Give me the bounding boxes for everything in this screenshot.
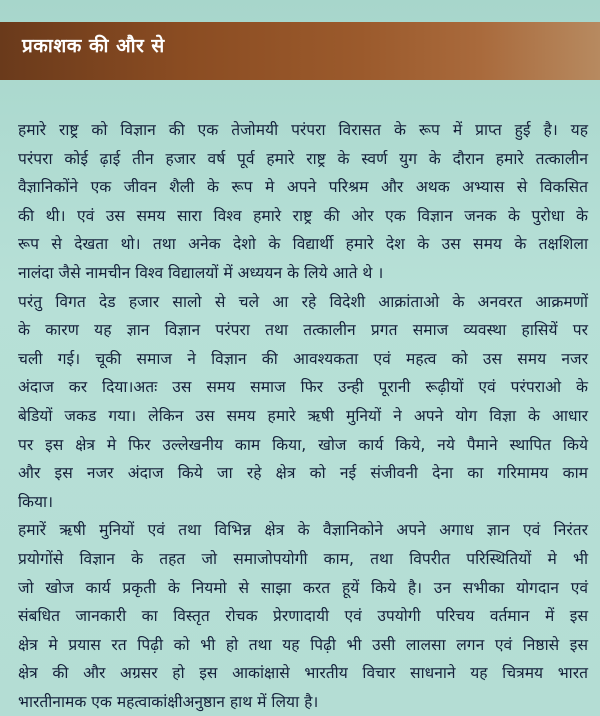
text-line: हमारे राष्ट्र को विज्ञान की एक तेजोमयी परंपरा विरासत के रूप में प्राप्त हुई है। यह (18, 121, 588, 139)
text-line: वैज्ञानिकोंने एक जीवन शैली के रूप मे अपने परिश्रम और अथक अभ्यास से विकसित (18, 178, 588, 197)
text-line: जो खोज कार्य प्रकृती के नियमो से साझा करत हूयें किये है। उन सभीका योगदान एवं (18, 578, 588, 597)
text-line: परंतु विगत देड हजार सालो से चले आ रहे विदेशी आक्रांताओ के अनवरत आक्रमणों (18, 292, 588, 311)
text-line: क्षेत्र मे प्रयास रत पिढ़ी को भी हो तथा यह पिढ़ी भी उसी लालसा लगन एवं निष्ठासे इस (18, 635, 588, 654)
text-line: और इस नजर अंदाज किये जा रहे क्षेत्र को नई संजीवनी देना का गरिमामय काम (18, 464, 588, 483)
text-line: किया। (18, 492, 54, 511)
text-line: नालंदा जैसे नामचीन विश्व विद्यालयों में अध्ययन के लिये आते थे । (18, 263, 384, 282)
body-text (18, 116, 588, 716)
paragraph-1 (18, 116, 588, 288)
paragraph-2 (18, 288, 588, 517)
text-line: के कारण यह ज्ञान विज्ञान परंपरा तथा तत्कालीन प्रगत समाज व्यवस्था हासियें पर (18, 321, 588, 340)
text-line: क्षेत्र की और अग्रसर हो इस आकांक्षासे भारतीय विचार साधनाने यह चित्रमय भारत (18, 664, 588, 683)
text-line: बेडियों जकड गया। लेकिन उस समय हमारे ऋषी मुनियों ने अपने योग विज्ञा के आधार (18, 406, 588, 425)
text-line: प्रयोगोंसे विज्ञान के तहत जो समाजोपयोगी काम, तथा विपरीत परिस्थितियों मे भी (18, 549, 588, 568)
text-line: पर इस क्षेत्र मे फिर उल्लेखनीय काम किया, खोज कार्य किये, नये पैमाने स्थापित किये (18, 435, 588, 454)
text-line: की थी। एवं उस समय सारा विश्व हमारे राष्ट्र की ओर एक विज्ञान जनक के पुरोधा के (18, 206, 588, 225)
text-line: चली गई। चूकी समाज ने विज्ञान की आवश्यकता एवं महत्व को उस समय नजर (18, 349, 588, 368)
text-line: अंदाज कर दिया।अतः उस समय समाज फिर उन्ही पूरानी रूढ़ीयों एवं परंपराओ के (18, 378, 588, 397)
section-title: प्रकाशक की और से (22, 35, 165, 57)
text-line: परंपरा कोई ढ़ाई तीन हजार वर्ष पूर्व हमारे राष्ट्र के स्वर्ण युग के दौरान हमारे तत्कालीन (18, 149, 588, 168)
text-line: संबधित जानकारी का विस्तृत रोचक प्रेरणादायी एवं उपयोगी परिचय वर्तमान में इस (18, 607, 588, 626)
text-line: रूप से देखता थो। तथा अनेक देशो के विद्यार्थी हमारे देश के उस समय के तक्षशिला (18, 235, 588, 254)
paragraph-3 (18, 516, 588, 716)
text-line: हमारें ऋषी मुनियों एवं तथा विभिन्न क्षेत्र के वैज्ञानिकोने अपने अगाध ज्ञान एवं निरंतर (18, 521, 588, 540)
text-line: भारतीनामक एक महत्वाकांक्षीअनुष्ठान हाथ में लिया है। (18, 692, 319, 711)
